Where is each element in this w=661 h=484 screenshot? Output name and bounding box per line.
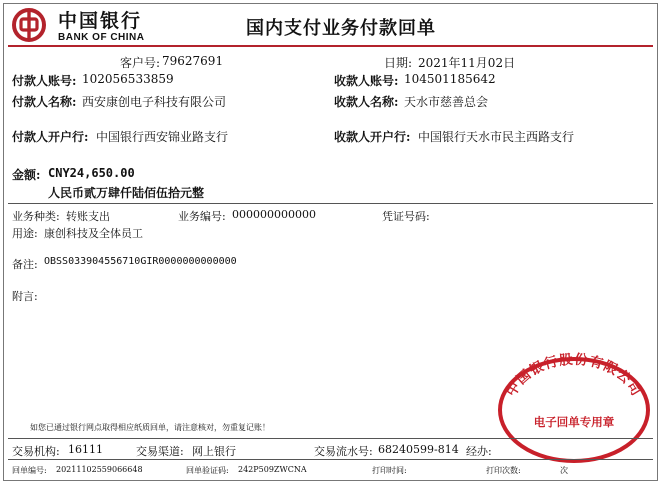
payee-bank: 中国银行天水市民主西路支行	[418, 130, 575, 144]
biz-type: 转账支出	[66, 210, 110, 223]
payee-bank-label: 收款人开户行:	[334, 130, 411, 144]
payee-account: 104501185642	[404, 72, 496, 86]
print-count-label: 打印次数:	[486, 466, 521, 475]
header-rule	[8, 45, 653, 47]
seal-arc-text: 中国银行股份有限公司	[503, 352, 645, 400]
payer-account-label: 付款人账号:	[12, 74, 77, 88]
receipt-no: 20211102559066648	[56, 465, 143, 474]
bank-logo	[12, 6, 162, 44]
bank-name-cn: 中国银行	[58, 10, 143, 32]
bank-name-en: BANK OF CHINA	[58, 32, 145, 43]
bank-seal-stamp	[494, 352, 654, 464]
amount-words: 人民币贰万肆仟陆佰伍拾元整	[48, 186, 205, 200]
customer-no-label: 客户号:	[120, 56, 161, 70]
divider-amount	[8, 203, 653, 204]
payer-bank: 中国银行西安锦业路支行	[96, 130, 229, 144]
divider-footer-mid	[8, 459, 653, 460]
payer-name: 西安康创电子科技有限公司	[82, 95, 227, 109]
verify-code-label: 回单验证码:	[186, 466, 229, 475]
payee-name: 天水市慈善总会	[404, 95, 489, 109]
org: 16111	[68, 443, 103, 456]
serial: 68240599-814	[378, 443, 459, 456]
biz-no-label: 业务编号:	[178, 210, 226, 223]
addendum-label: 附言:	[12, 290, 38, 303]
purpose-label: 用途:	[12, 227, 38, 240]
print-count-unit: 次	[560, 466, 568, 475]
channel-label: 交易渠道:	[136, 445, 184, 458]
print-time-label: 打印时间:	[372, 466, 407, 475]
date: 2021年11月02日	[418, 56, 516, 70]
verify-code: 242P509ZWCNA	[238, 465, 307, 474]
payer-name-label: 付款人名称:	[12, 95, 77, 109]
bank-of-china-logo-icon	[12, 8, 46, 42]
page-title: 国内支付业务付款回单	[246, 18, 436, 39]
payer-bank-label: 付款人开户行:	[12, 130, 89, 144]
channel: 网上银行	[192, 445, 236, 458]
biz-no: 000000000000	[232, 208, 316, 221]
customer-no: 79627691	[162, 54, 224, 68]
remark-label: 备注:	[12, 258, 38, 271]
payee-name-label: 收款人名称:	[334, 95, 399, 109]
payer-account: 102056533859	[82, 72, 174, 86]
remark: OBSS033904556710GIR0000000000000	[44, 256, 237, 267]
biz-type-label: 业务种类:	[12, 210, 60, 223]
seal-center-text: 电子回单专用章	[533, 415, 615, 429]
org-label: 交易机构:	[12, 445, 60, 458]
notice-text: 如您已通过银行网点取得相应纸质回单，请注意核对，勿重复记账！	[30, 423, 270, 432]
payee-account-label: 收款人账号:	[334, 74, 399, 88]
purpose: 康创科技及全体员工	[44, 227, 143, 240]
voucher-label: 凭证号码:	[382, 210, 430, 223]
serial-label: 交易流水号:	[314, 445, 373, 458]
amount-value: CNY24,650.00	[48, 166, 135, 180]
divider-footer-top	[8, 438, 653, 439]
handler-label: 经办:	[466, 445, 492, 458]
amount-label: 金额:	[12, 168, 41, 182]
receipt-no-label: 回单编号:	[12, 466, 47, 475]
date-label: 日期:	[384, 56, 413, 70]
